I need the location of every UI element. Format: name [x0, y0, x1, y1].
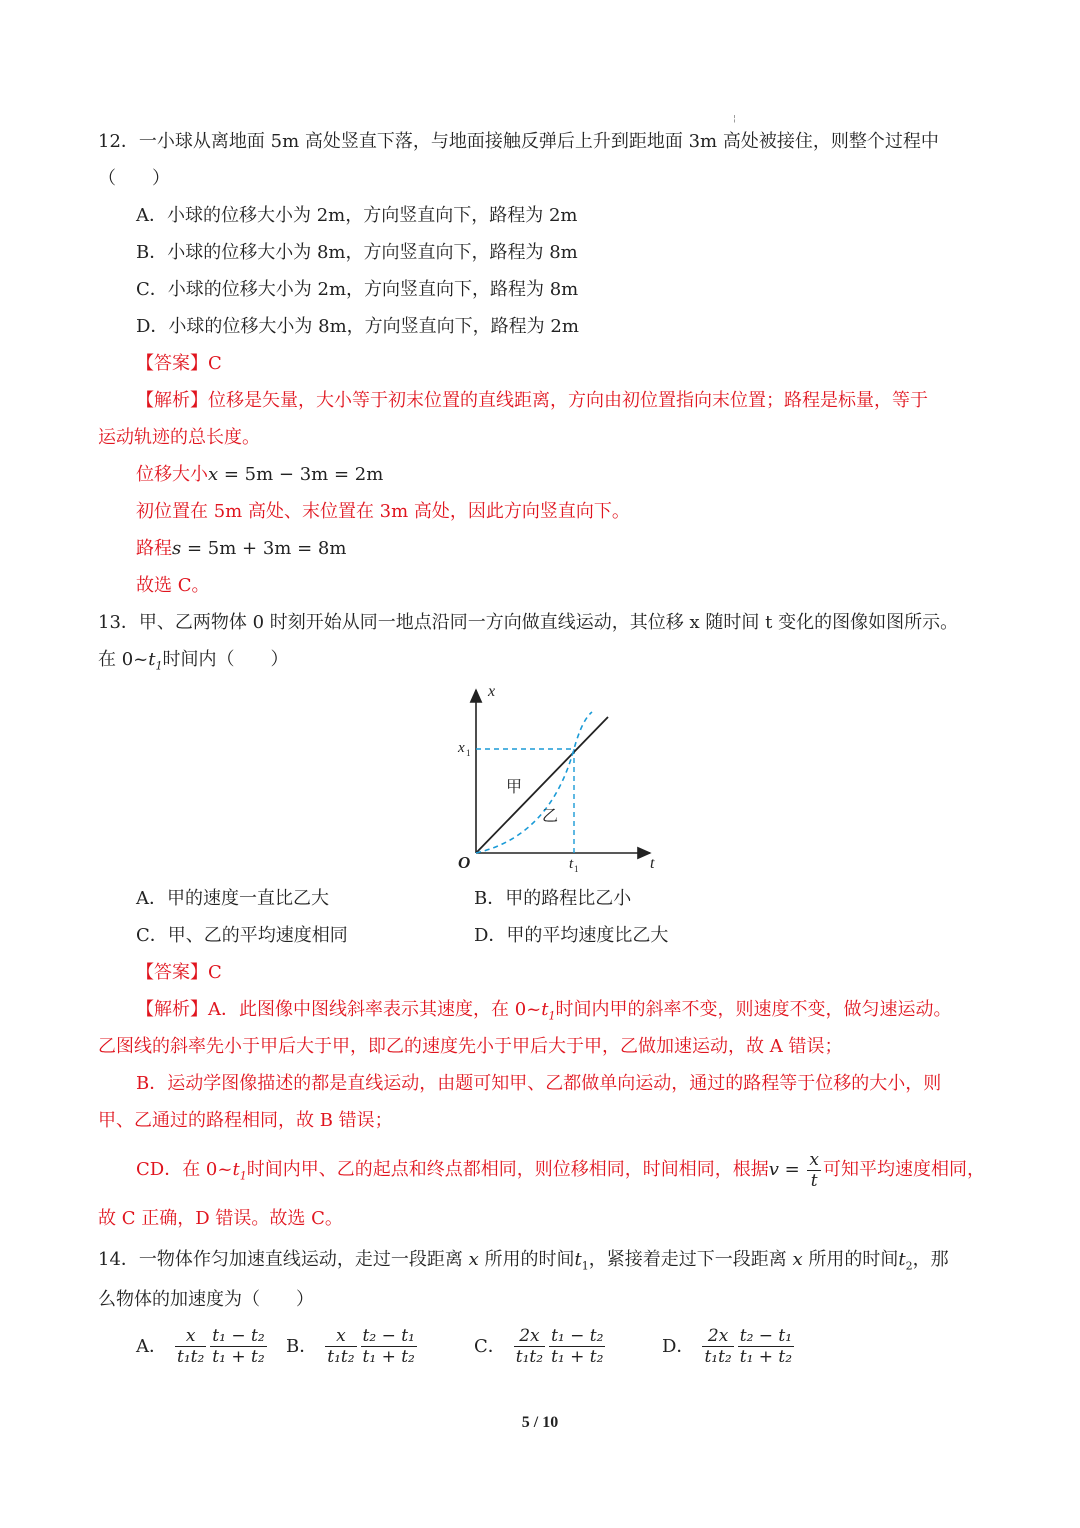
q14-a-n1: x — [175, 1326, 206, 1347]
q13-analysis-cd-line2: 故 C 正确，D 错误。故选 C。 — [98, 1208, 343, 1229]
q14-s-x2: x — [792, 1249, 803, 1270]
velocity-fraction — [807, 1150, 821, 1191]
q12-option-d: D．小球的位移大小为 8m，方向竖直向下，路程为 2m — [136, 316, 579, 337]
q13-cd-eq: = — [778, 1159, 806, 1180]
q13-stem2-var: t — [148, 649, 156, 670]
q14-b-frac1 — [325, 1326, 356, 1367]
q14-b-frac2 — [361, 1326, 417, 1367]
q13-analysis-a-line1 — [136, 998, 952, 1029]
page-number: 5 / 10 — [521, 1414, 559, 1431]
q14-s-x: x — [468, 1249, 479, 1270]
x-tick-sub: 1 — [574, 864, 579, 874]
y-axis-label: x — [488, 683, 496, 700]
q14-d-d2: t₁ + t₂ — [739, 1347, 793, 1367]
q14-a-d1: t₁t₂ — [177, 1347, 205, 1367]
y-tick-label: x — [458, 740, 465, 756]
q13-analysis-cd-line1 — [136, 1148, 985, 1199]
q13-analysis-a-line2: 乙图线的斜率先小于甲后大于甲，即乙的速度先小于甲后大于甲，乙做加速运动，故 A 错误； — [98, 1036, 843, 1057]
margin-mark: ¦ — [733, 114, 736, 123]
q14-option-b — [286, 1326, 419, 1367]
q13-stem-line2 — [98, 648, 289, 679]
q14-s-b: 所用的时间 — [478, 1249, 575, 1270]
q13-cd-var: t — [232, 1159, 240, 1180]
q14-c-n2: t₁ − t₂ — [551, 1326, 604, 1346]
q14-b-d2: t₁ + t₂ — [362, 1347, 415, 1367]
q12-stem-line1: 12．一小球从离地面 5m 高处竖直下落，与地面接触反弹后上升到距地面 3m 高处被接住，则整个过程中 — [98, 131, 939, 152]
q14-s-t2: t — [898, 1249, 906, 1270]
q12-direction-text: 初位置在 5m 高处、末位置在 3m 高处，因此方向竖直向下。 — [136, 501, 630, 522]
q14-s-d: 所用的时间 — [802, 1249, 899, 1270]
q14-option-c-label: C． — [474, 1335, 506, 1357]
q14-c-d1: t₁t₂ — [515, 1347, 544, 1367]
path-var: s — [172, 538, 182, 559]
q13-answer: 【答案】C — [136, 962, 222, 983]
q13-cd-v: v — [768, 1159, 779, 1180]
q12-option-a: A．小球的位移大小为 2m，方向竖直向下，路程为 2m — [136, 205, 578, 226]
fraction-numerator: x — [809, 1149, 819, 1170]
q14-s-c: ，紧接着走过下一段距离 — [588, 1249, 793, 1270]
q14-stem-line1 — [98, 1248, 949, 1279]
q14-a-d2: t₁ + t₂ — [212, 1347, 265, 1367]
q14-s-t1: t — [574, 1249, 582, 1270]
q14-d-frac2 — [738, 1326, 794, 1367]
q14-s-t2s: 2 — [905, 1259, 913, 1273]
q14-b-n2: t₂ − t₁ — [362, 1326, 415, 1346]
q12-option-c: C．小球的位移大小为 2m，方向竖直向下，路程为 8m — [136, 279, 579, 300]
q13-a1-var: t — [541, 999, 549, 1020]
q12-stem-line2: （ ） — [98, 168, 170, 189]
q13-option-c: C．甲、乙的平均速度相同 — [136, 925, 348, 946]
q12-answer: 【答案】C — [136, 353, 222, 374]
x-tick-label: t — [569, 856, 574, 872]
q14-c-n1: 2x — [514, 1326, 545, 1347]
q14-a-frac2 — [210, 1326, 266, 1367]
q14-d-d1: t₁t₂ — [704, 1347, 732, 1367]
q13-a1-post: 时间内甲的斜率不变，则速度不变，做匀速运动。 — [555, 999, 952, 1020]
q14-c-frac2 — [549, 1326, 605, 1367]
q14-option-a-label: A． — [136, 1335, 167, 1357]
q14-c-frac1 — [514, 1326, 545, 1367]
q14-option-d-label: D． — [662, 1335, 695, 1357]
q13-stem-line1: 13．甲、乙两物体 0 时刻开始从同一地点沿同一方向做直线运动，其位移 x 随时间 t 变化的图像如图所示。 — [98, 612, 959, 633]
displacement-expr: = 5m − 3m = 2m — [218, 464, 384, 485]
q13-cd-pre: CD．在 0~ — [136, 1159, 233, 1180]
q14-option-d — [662, 1326, 796, 1367]
q13-stem2-pre: 在 0~ — [98, 649, 149, 670]
q13-cd-post: 可知平均速度相同， — [823, 1159, 985, 1180]
q14-a-frac1 — [175, 1326, 206, 1367]
q12-analysis-line1: 【解析】位移是矢量，大小等于初末位置的直线距离，方向由初位置指向末位置；路程是标量，等于 — [136, 390, 928, 411]
q13-analysis-b-line2: 甲、乙通过的路程相同，故 B 错误； — [98, 1110, 393, 1131]
q13-option-d: D．甲的平均速度比乙大 — [474, 925, 669, 946]
q14-s-e: ，那 — [912, 1249, 949, 1270]
q12-option-b: B．小球的位移大小为 8m，方向竖直向下，路程为 8m — [136, 242, 578, 263]
label-jia: 甲 — [506, 777, 523, 796]
q14-option-a — [136, 1326, 269, 1367]
q13-analysis-b-line1: B．运动学图像描述的都是直线运动，由题可知甲、乙都做单向运动，通过的路程等于位移的大小，则 — [136, 1073, 942, 1094]
q14-b-n1: x — [325, 1326, 356, 1347]
q14-option-c — [474, 1326, 607, 1367]
q14-option-b-label: B． — [286, 1335, 318, 1357]
q14-s-a: 14．一物体作匀加速直线运动，走过一段距离 — [98, 1249, 469, 1270]
q13-a1-sub: 1 — [548, 1009, 556, 1023]
x-t-graph — [440, 676, 680, 876]
q13-cd-sub: 1 — [239, 1169, 247, 1183]
q14-stem-line2: 么物体的加速度为（ ） — [98, 1289, 314, 1310]
q13-option-b: B．甲的路程比乙小 — [474, 888, 632, 909]
q12-analysis-line2: 运动轨迹的总长度。 — [98, 427, 260, 448]
q14-s-t1s: 1 — [581, 1259, 589, 1273]
label-yi: 乙 — [542, 806, 559, 825]
q13-stem2-post: 时间内（ ） — [162, 649, 289, 670]
path-label: 路程 — [136, 538, 172, 559]
q14-d-frac1 — [702, 1326, 733, 1367]
q14-d-n1: 2x — [702, 1326, 733, 1347]
y-tick-sub: 1 — [466, 748, 471, 758]
fraction-denominator: t — [810, 1170, 818, 1191]
q14-b-d1: t₁t₂ — [327, 1347, 355, 1367]
line-jia — [476, 717, 608, 853]
q13-a1-pre: 【解析】A．此图像中图线斜率表示其速度，在 0~ — [136, 999, 542, 1020]
q14-c-d2: t₁ + t₂ — [551, 1347, 604, 1367]
q14-a-n2: t₁ − t₂ — [212, 1326, 265, 1346]
displacement-label: 位移大小 — [136, 464, 208, 485]
q13-cd-mid: 时间内甲、乙的起点和终点都相同，则位移相同，时间相同，根据 — [246, 1159, 769, 1180]
q12-displacement-formula — [136, 463, 383, 487]
q13-stem2-sub: 1 — [155, 659, 163, 673]
path-expr: = 5m + 3m = 8m — [181, 538, 347, 559]
q14-d-n2: t₂ − t₁ — [739, 1326, 793, 1346]
x-axis-label: t — [650, 855, 655, 872]
displacement-var: x — [208, 464, 219, 485]
origin-label: O — [458, 853, 471, 872]
q12-choose: 故选 C。 — [136, 575, 210, 596]
q13-option-a: A．甲的速度一直比乙大 — [136, 888, 329, 909]
q12-path-formula — [136, 537, 346, 561]
